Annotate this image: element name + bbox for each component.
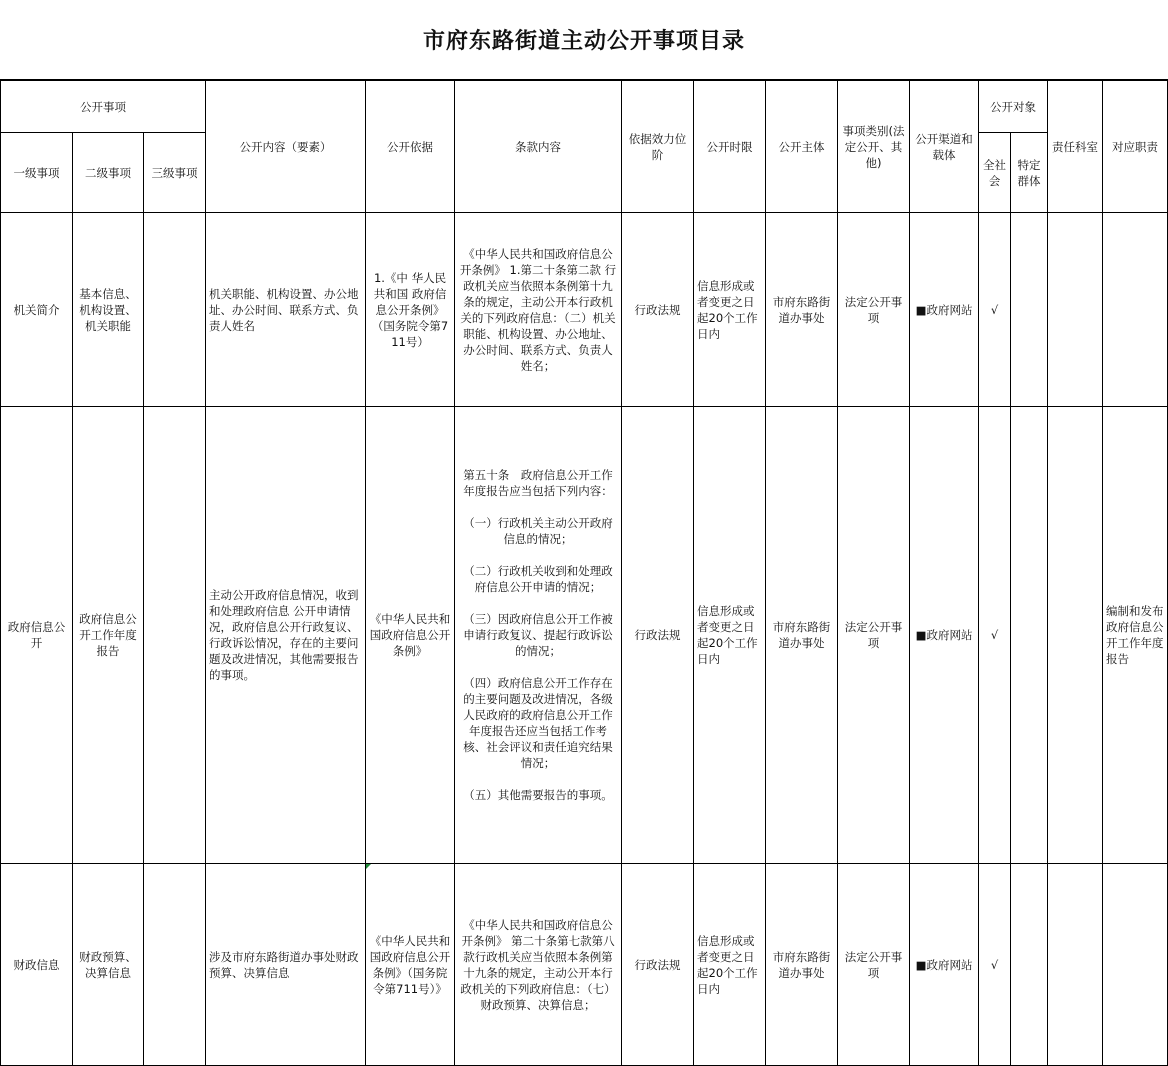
clause-paragraph: （五）其他需要报告的事项。 (463, 788, 613, 802)
cell-dept (1048, 864, 1103, 1066)
cell-clause (455, 213, 622, 407)
cell-channel: ■政府网站 (910, 213, 979, 407)
cell-level2: 基本信息、机构设置、机关职能 (73, 213, 144, 407)
cell-audience-all: √ (979, 864, 1011, 1066)
cell-subject: 市府东路街道办事处 (766, 213, 838, 407)
cell-level2: 财政预算、决算信息 (73, 864, 144, 1066)
cell-basis: 1.《中 华人民 共和国 政府信息公开条例》（国务院令第711号） (366, 213, 455, 407)
clause-paragraph: （一）行政机关主动公开政府信息的情况； (463, 516, 613, 546)
cell-effect: 行政法规 (622, 213, 694, 407)
cell-level3 (144, 864, 206, 1066)
header-basis: 公开依据 (366, 81, 455, 213)
table-row (1, 864, 1168, 1066)
cell-effect: 行政法规 (622, 407, 694, 864)
cell-level1: 财政信息 (1, 864, 73, 1066)
table-row (1, 407, 1168, 864)
cell-dept (1048, 213, 1103, 407)
cell-category: 法定公开事项 (838, 407, 910, 864)
cell-content: 主动公开政府信息情况，收到和处理政府信息 公开申请情况，政府信息公开行政复议、行政诉讼情况，存在的主要问题及改进情况，其他需要报告的事项。 (206, 407, 366, 864)
catalog-table (0, 80, 1168, 1066)
cell-level1: 机关简介 (1, 213, 73, 407)
cell-content: 涉及市府东路街道办事处财政预算、决算信息 (206, 864, 366, 1066)
header-content: 公开内容（要素） (206, 81, 366, 213)
header-category: 事项类别(法定公开、其他) (838, 81, 910, 213)
header-row (1, 81, 1168, 133)
cell-duty: 编制和发布政府信息公开工作年度报告 (1103, 407, 1168, 864)
cell-category: 法定公开事项 (838, 213, 910, 407)
cell-content: 机关职能、机构设置、办公地址、办公时间、联系方式、负责人姓名 (206, 213, 366, 407)
cell-channel: ■政府网站 (910, 864, 979, 1066)
cell-audience-specific (1011, 864, 1048, 1066)
header-level1: 一级事项 (1, 133, 73, 213)
cell-time-limit: 信息形成或者变更之日起20个工作日内 (694, 864, 766, 1066)
cell-audience-all: √ (979, 213, 1011, 407)
cell-time-limit: 信息形成或者变更之日起20个工作日内 (694, 213, 766, 407)
header-audience-specific: 特定群体 (1011, 133, 1048, 213)
cell-level3 (144, 213, 206, 407)
cell-level1: 政府信息公开 (1, 407, 73, 864)
header-audience: 公开对象 (979, 81, 1048, 133)
clause-paragraph: （四）政府信息公开工作存在的主要问题及改进情况，各级人民政府的政府信息公开工作年度报告还应当包括工作考核、社会评议和责任追究结果情况； (463, 676, 613, 770)
clause-paragraph: （二）行政机关收到和处理政府信息公开申请的情况； (463, 564, 613, 594)
header-effect: 依据效力位阶 (622, 81, 694, 213)
cell-comment-indicator (366, 864, 371, 869)
cell-channel: ■政府网站 (910, 407, 979, 864)
cell-effect: 行政法规 (622, 864, 694, 1066)
header-duty: 对应职责 (1103, 81, 1168, 213)
header-channel: 公开渠道和载体 (910, 81, 979, 213)
clause-paragraph: 《中华人民共和国政府信息公开条例》 第二十条第七款第八款行政机关应当依照本条例第十九条的规定，主动公开本行政机关的下列政府信息：（七）财政预算、决算信息； (460, 917, 616, 1012)
page-title: 市府东路街道主动公开事项目录 (0, 0, 1168, 80)
clause-paragraph: （三）因政府信息公开工作被申请行政复议、提起行政诉讼的情况； (463, 612, 613, 658)
cell-duty (1103, 213, 1168, 407)
cell-duty (1103, 864, 1168, 1066)
cell-time-limit: 信息形成或者变更之日起20个工作日内 (694, 407, 766, 864)
header-time-limit: 公开时限 (694, 81, 766, 213)
header-audience-all: 全社会 (979, 133, 1011, 213)
cell-audience-specific (1011, 213, 1048, 407)
header-level3: 三级事项 (144, 133, 206, 213)
table-row (1, 213, 1168, 407)
header-dept: 责任科室 (1048, 81, 1103, 213)
cell-basis: 《中华人民共和国政府信息公开条例》 (366, 407, 455, 864)
header-item-group: 公开事项 (1, 81, 206, 133)
header-subject: 公开主体 (766, 81, 838, 213)
cell-clause (455, 407, 622, 864)
cell-level3 (144, 407, 206, 864)
cell-basis: 《中华人民共和国政府信息公开条例》（国务院令第711号）》 (366, 864, 455, 1066)
clause-paragraph: 第五十条 政府信息公开工作年度报告应当包括下列内容： (463, 468, 613, 498)
clause-paragraph: 《中华人民共和国政府信息公开条例》 1.第二十条第二款 行政机关应当依照本条例第十九条的规定，主动公开本行政机关的下列政府信息：（二）机关职能、机构设置、办公地址、办公时间、联系方式、负责人姓名； (459, 246, 617, 373)
cell-category: 法定公开事项 (838, 864, 910, 1066)
cell-audience-specific (1011, 407, 1048, 864)
cell-subject: 市府东路街道办事处 (766, 407, 838, 864)
header-clause: 条款内容 (455, 81, 622, 213)
cell-dept (1048, 407, 1103, 864)
cell-level2: 政府信息公开工作年度报告 (73, 407, 144, 864)
cell-subject: 市府东路街道办事处 (766, 864, 838, 1066)
header-level2: 二级事项 (73, 133, 144, 213)
cell-audience-all: √ (979, 407, 1011, 864)
cell-clause (455, 864, 622, 1066)
